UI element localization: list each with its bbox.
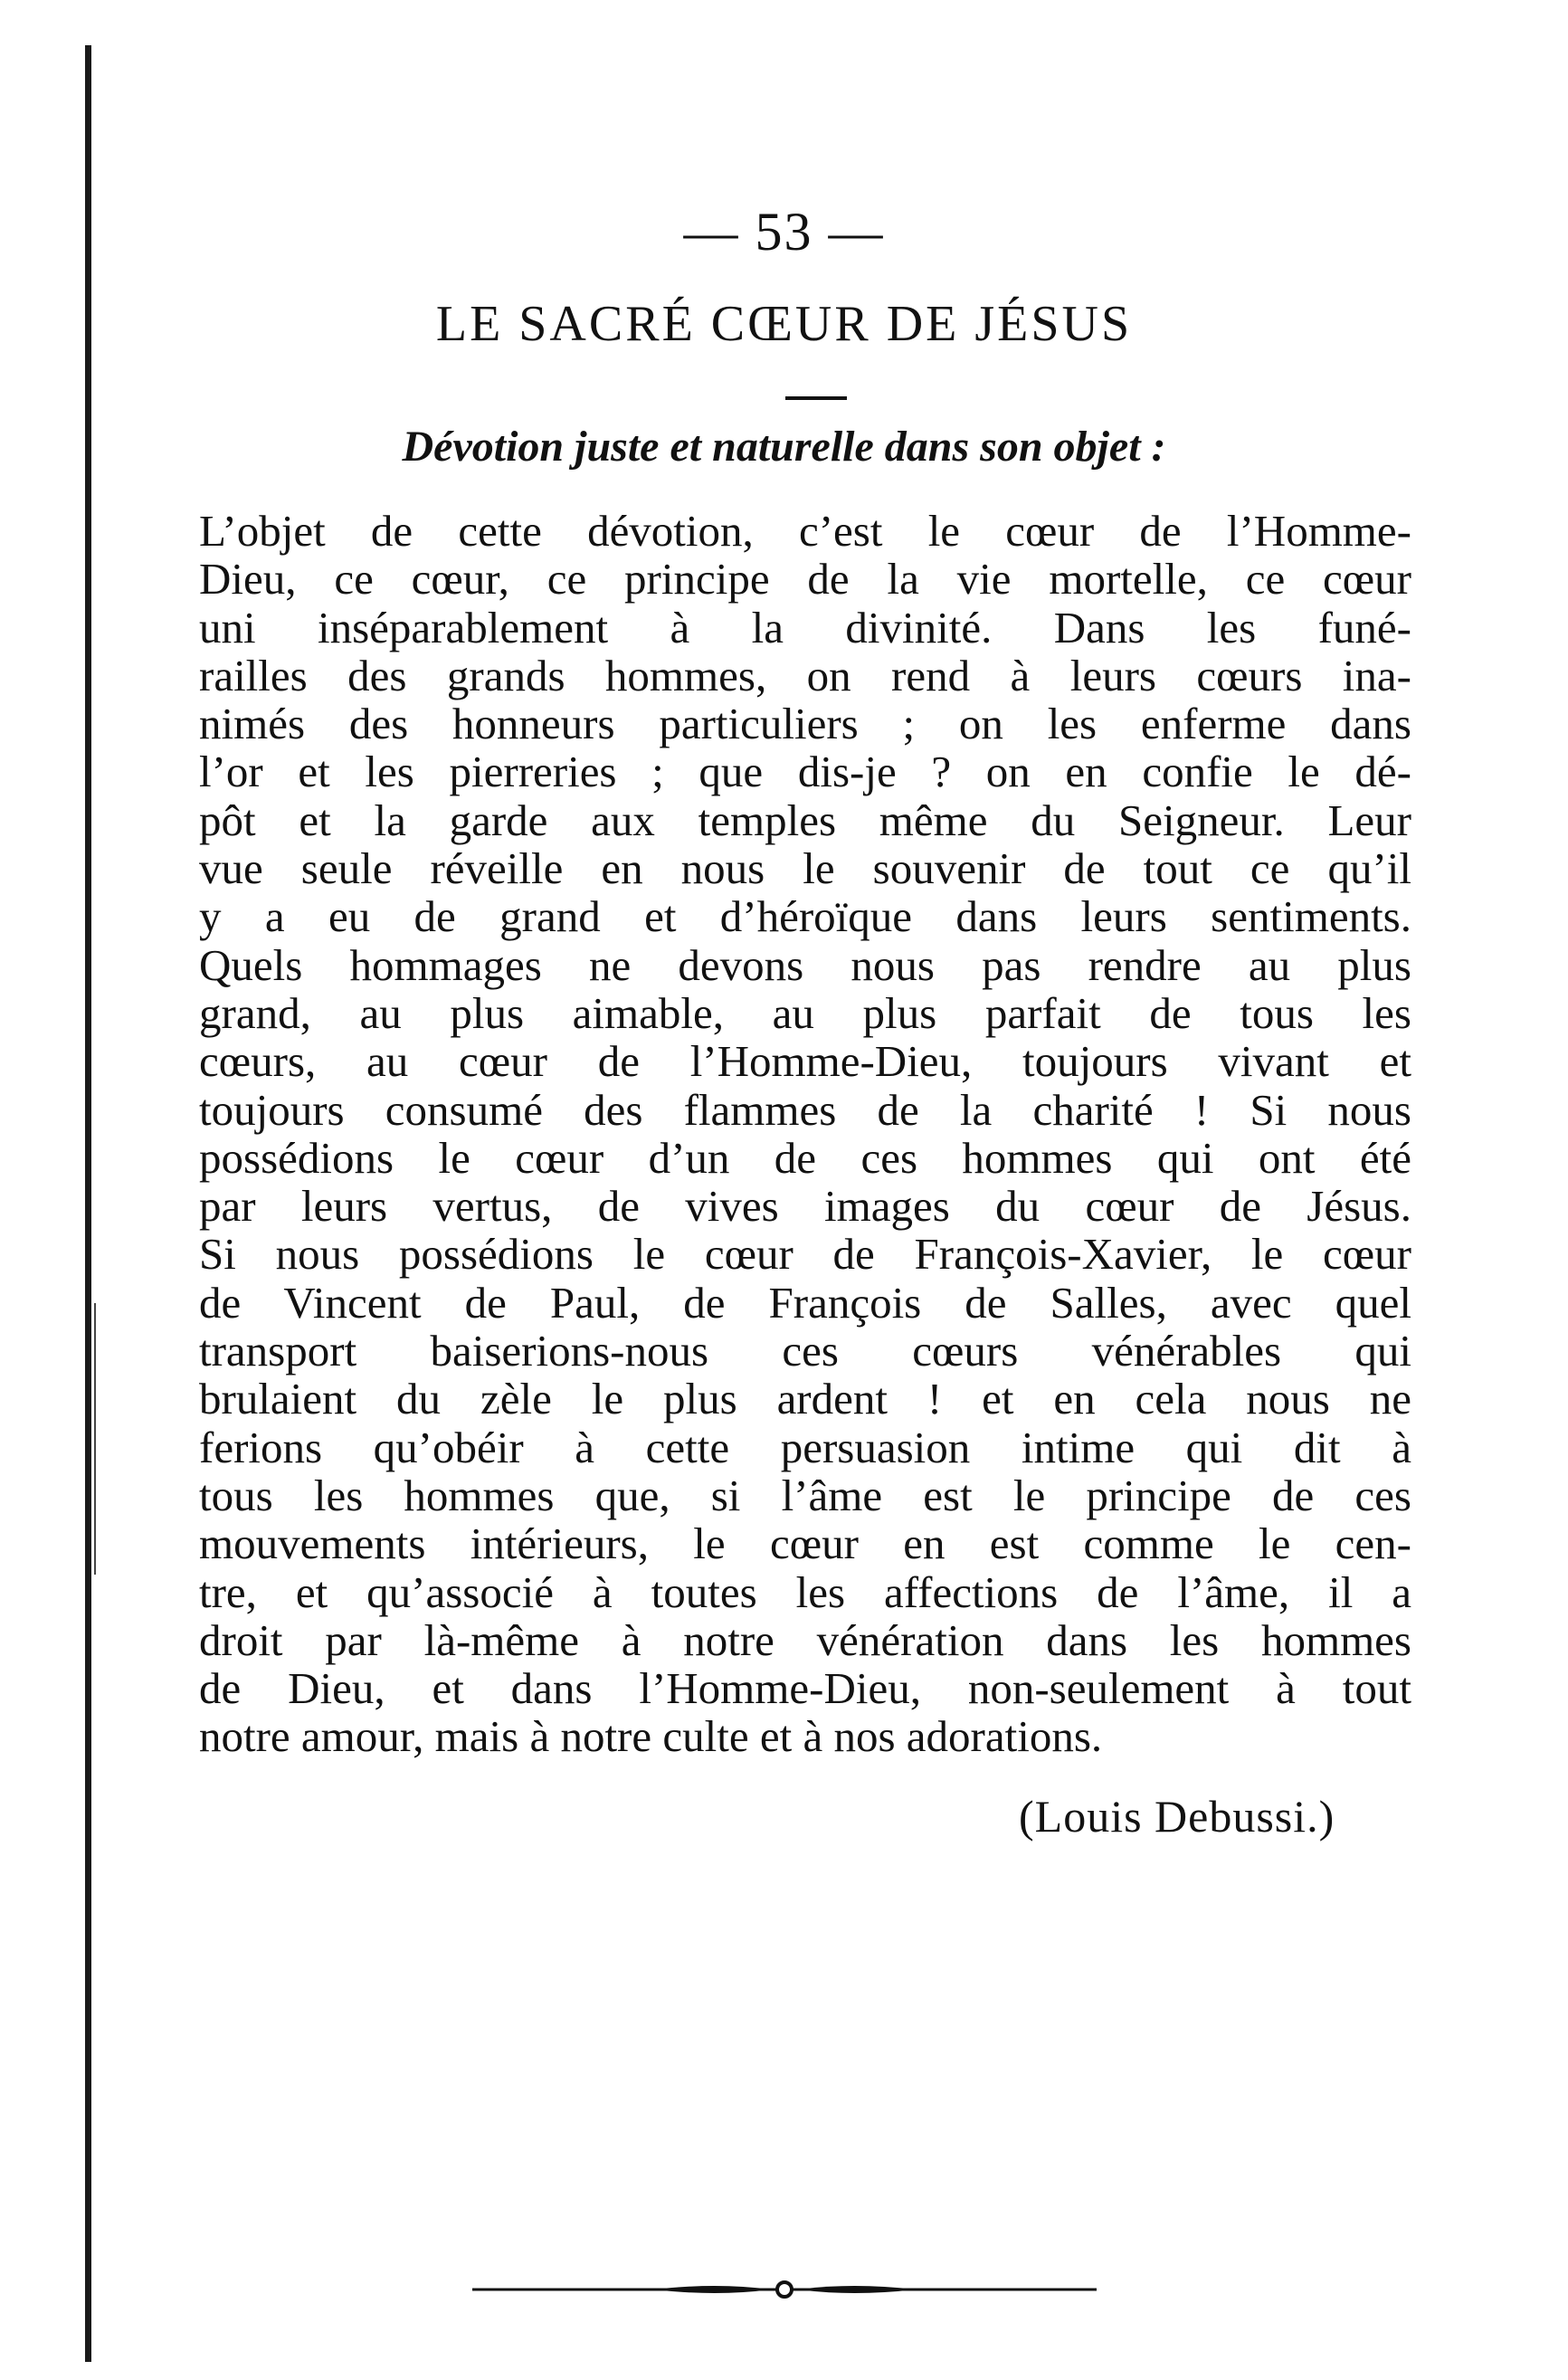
section-subtitle: Dévotion juste et naturelle dans son objet : [402,423,1166,471]
body-line: Si nous possédions le cœur de François-Xavier, le cœur [199,1229,1411,1280]
body-line: railles des grands hommes, on rend à leurs cœurs ina- [199,650,1411,700]
page-number: — 53 — [683,202,885,262]
body-line: tre, et qu’associé à toutes les affections de l’âme, il a [199,1566,1411,1617]
ornament-divider [472,2276,1097,2303]
body-line: mouvements intérieurs, le cœur en est comme le cen- [199,1518,1411,1569]
body-line: Quels hommages ne devons nous pas rendre au plus [199,939,1411,990]
body-line: l’or et les pierreries ; que dis-je ? on en confie le dé- [199,747,1411,797]
body-line: toujours consumé des flammes de la charité ! Si nous [199,1084,1411,1135]
body-line: par leurs vertus, de vives images du cœur de Jésus. [199,1181,1411,1232]
body-line: y a eu de grand et d’héroïque dans leurs sentiments. [199,891,1411,942]
body-line: pôt et la garde aux temples même du Seigneur. Leur [199,795,1411,845]
body-line: transport baiserions-nous ces cœurs vénérables qui [199,1326,1411,1376]
body-line: Dieu, ce cœur, ce principe de la vie mortelle, ce cœur [199,554,1411,605]
body-line: droit par là-même à notre vénération dans les hommes [199,1614,1411,1665]
body-line: brulaient du zèle le plus ardent ! et en cela nous ne [199,1374,1411,1424]
binding-edge-thin [94,1303,96,1575]
title-rule [785,396,847,400]
body-line: cœurs, au cœur de l’Homme-Dieu, toujours vivant et [199,1036,1411,1087]
page-title: LE SACRÉ CŒUR DE JÉSUS [435,296,1133,352]
body-paragraph [199,507,1411,1761]
body-line: de Vincent de Paul, de François de Salles, avec quel [199,1277,1411,1328]
body-line: de Dieu, et dans l’Homme-Dieu, non-seulement à tout [199,1663,1411,1714]
body-line: vue seule réveille en nous le souvenir de tout ce qu’il [199,843,1411,894]
body-line: nimés des honneurs particuliers ; on les enferme dans [199,699,1411,749]
body-line: L’objet de cette dévotion, c’est le cœur de l’Homme- [199,506,1411,556]
body-line: tous les hommes que, si l’âme est le principe de ces [199,1470,1411,1520]
body-line: uni inséparablement à la divinité. Dans les funé- [199,602,1411,652]
body-line: ferions qu’obéir à cette persuasion intime qui dit à [199,1422,1411,1472]
body-line: possédions le cœur d’un de ces hommes qui ont été [199,1132,1411,1183]
body-line: grand, au plus aimable, au plus parfait de tous les [199,987,1411,1038]
author-signature: (Louis Debussi.) [1019,1791,1335,1842]
binding-edge [85,45,91,2362]
body-line: notre amour, mais à notre culte et à nos adorations. [199,1711,1103,1762]
